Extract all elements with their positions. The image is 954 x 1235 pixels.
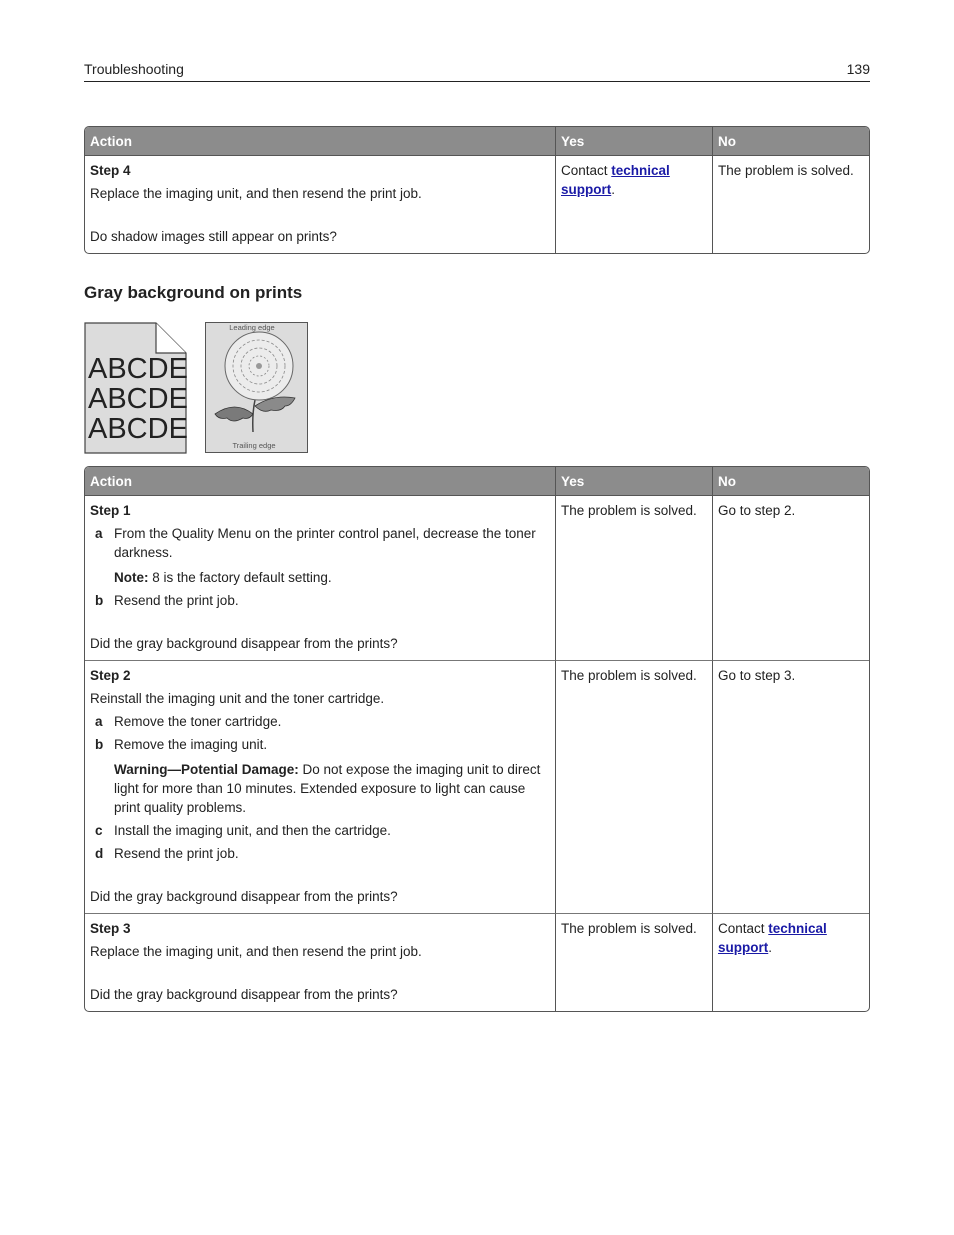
- step-title: Step 1: [90, 503, 131, 518]
- technical-support-link[interactable]: technical support: [718, 921, 827, 955]
- step-title: Step 4: [90, 163, 131, 178]
- no-suffix: .: [768, 940, 773, 955]
- substep-label: b: [95, 593, 104, 608]
- col-no: No: [712, 127, 869, 156]
- flower-page-illustration: [205, 322, 309, 454]
- action-cell: [85, 660, 555, 913]
- instruction: Replace the imaging unit, and then resend the print job.: [90, 186, 422, 201]
- yes-suffix: .: [611, 182, 616, 197]
- note: [114, 568, 550, 587]
- table-row: [85, 913, 869, 1011]
- warning-label: Warning—Potential Damage:: [114, 762, 299, 777]
- section-title: Troubleshooting: [84, 61, 184, 77]
- yes-prefix: Contact: [561, 163, 612, 178]
- substep-label: a: [95, 714, 103, 729]
- substep-label: c: [95, 823, 103, 838]
- col-no: No: [712, 467, 869, 496]
- technical-support-link[interactable]: technical support: [561, 163, 670, 197]
- no-prefix: Contact: [718, 921, 769, 936]
- warning-text: Do not expose the imaging unit to direct light for more than 10 minutes. Extended exposure to light can cause print quality problems.: [114, 762, 541, 815]
- warning: [114, 760, 550, 817]
- action-cell: [85, 156, 555, 253]
- substep-label: d: [95, 846, 104, 861]
- no-cell: The problem is solved.: [712, 156, 869, 253]
- section-heading: Gray background on prints: [84, 283, 303, 302]
- step-title: Step 2: [90, 668, 131, 683]
- substep-text: Resend the print job.: [114, 846, 239, 861]
- no-cell: Go to step 3.: [712, 660, 869, 913]
- action-cell: [85, 913, 555, 1011]
- yes-cell: The problem is solved.: [555, 496, 712, 660]
- substep-label: a: [95, 526, 103, 541]
- col-yes: Yes: [555, 467, 712, 496]
- page-header: [84, 60, 870, 82]
- substep-d: [90, 844, 550, 863]
- action-cell: [85, 496, 555, 660]
- substep-text: Remove the toner cartridge.: [114, 714, 282, 729]
- table-header-row: [85, 467, 869, 496]
- sample-text-line: ABCDE: [88, 383, 188, 415]
- question: Did the gray background disappear from the prints?: [90, 889, 398, 904]
- table-row: [85, 660, 869, 913]
- substep-label: b: [95, 737, 104, 752]
- table-row: [85, 156, 869, 253]
- substep-a: [90, 524, 550, 562]
- substep-b: [90, 735, 550, 754]
- substep-text: Resend the print job.: [114, 593, 239, 608]
- substep-b: [90, 591, 550, 610]
- instruction: Replace the imaging unit, and then resend the print job.: [90, 944, 422, 959]
- yes-cell: The problem is solved.: [555, 660, 712, 913]
- substep-a: [90, 712, 550, 731]
- table-header-row: [85, 127, 869, 156]
- substep-c: [90, 821, 550, 840]
- question: Did the gray background disappear from the prints?: [90, 636, 398, 651]
- no-cell: [712, 913, 869, 1011]
- col-action: Action: [85, 127, 555, 156]
- table-step4: [84, 126, 870, 254]
- table-gray-background: [84, 466, 870, 1012]
- sample-text-line: ABCDE: [88, 353, 188, 385]
- leading-edge-label: Leading edge: [229, 323, 275, 332]
- no-cell: Go to step 2.: [712, 496, 869, 660]
- yes-cell: The problem is solved.: [555, 913, 712, 1011]
- substep-text: Install the imaging unit, and then the cartridge.: [114, 823, 391, 838]
- sample-text-line: ABCDE: [88, 413, 188, 445]
- col-yes: Yes: [555, 127, 712, 156]
- step-intro: Reinstall the imaging unit and the toner cartridge.: [90, 691, 385, 706]
- trailing-edge-label: Trailing edge: [232, 441, 276, 450]
- page-number: 139: [846, 61, 870, 77]
- table-row: [85, 496, 869, 660]
- col-action: Action: [85, 467, 555, 496]
- note-label: Note:: [114, 570, 149, 585]
- substep-text: From the Quality Menu on the printer control panel, decrease the toner darkness.: [114, 526, 536, 560]
- note-text: 8 is the factory default setting.: [148, 570, 332, 585]
- yes-cell: [555, 156, 712, 253]
- question: Did the gray background disappear from the prints?: [90, 987, 398, 1002]
- gray-page-illustration: [84, 322, 188, 454]
- question: Do shadow images still appear on prints?: [90, 229, 337, 244]
- step-title: Step 3: [90, 921, 131, 936]
- substep-text: Remove the imaging unit.: [114, 737, 268, 752]
